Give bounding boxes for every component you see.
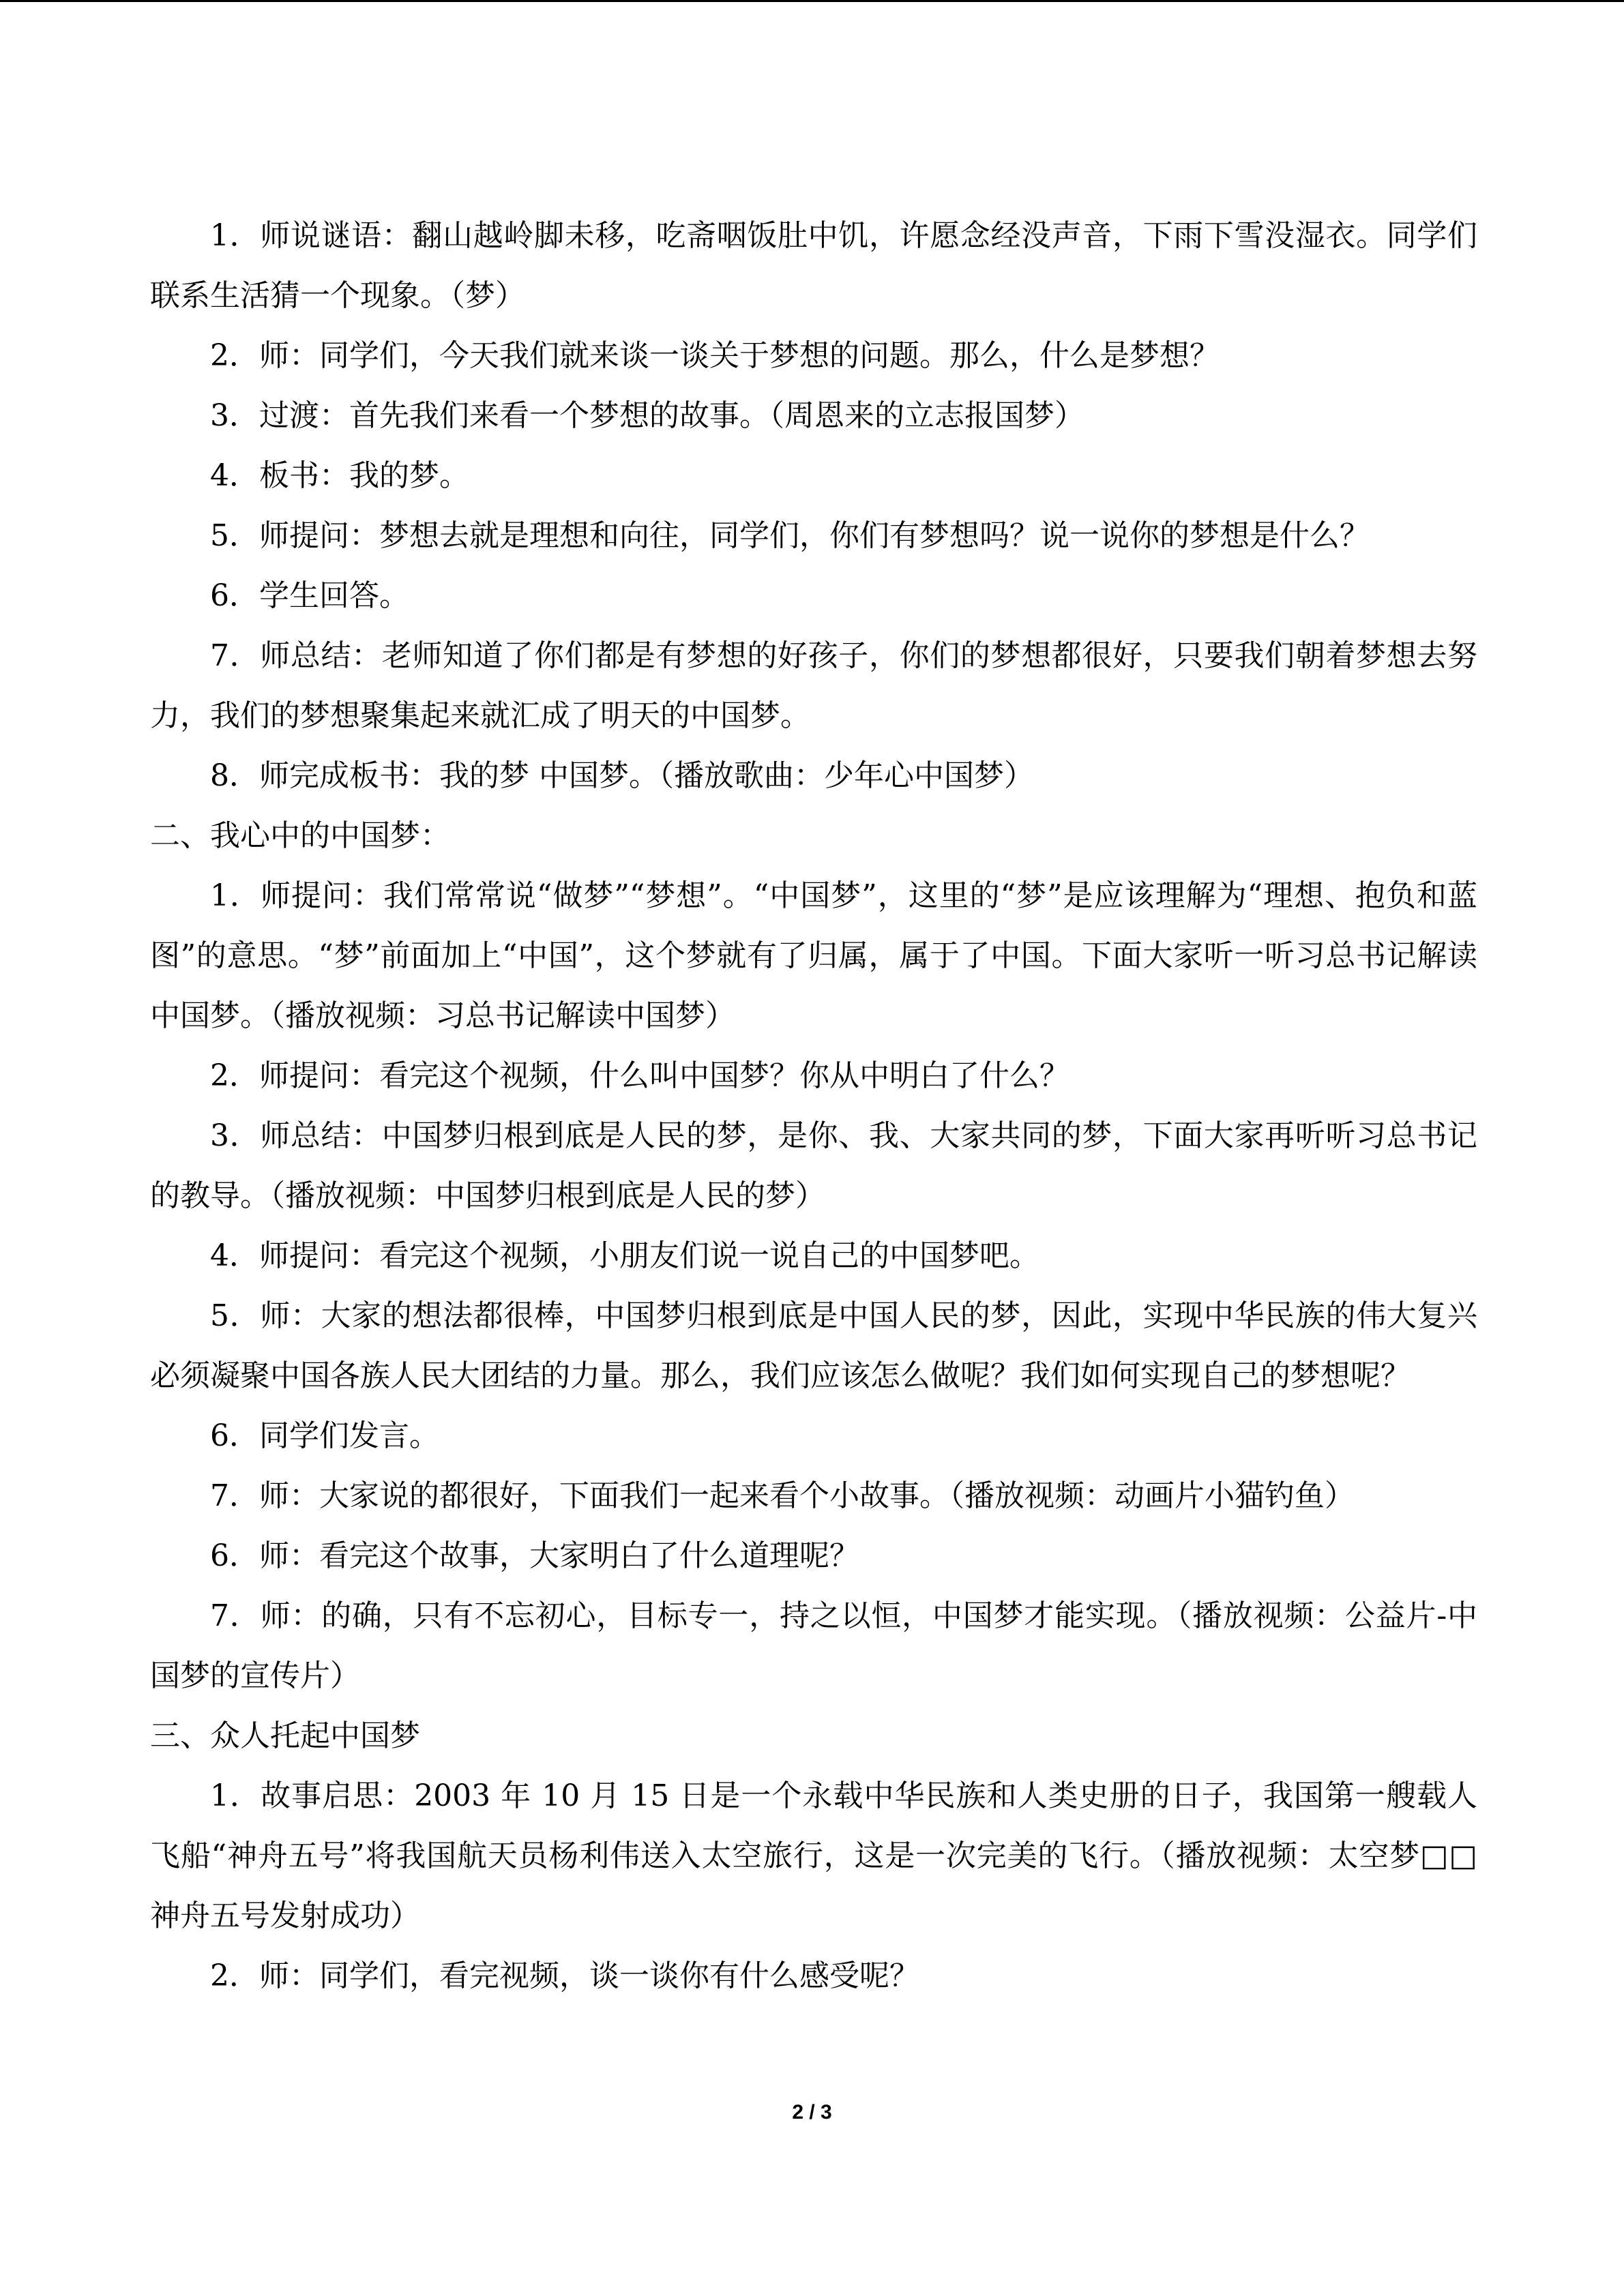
list-item: 6．学生回答。 bbox=[210, 578, 409, 613]
list-item: 4．师提问：看完这个视频，小朋友们说一说自己的中国梦吧。 bbox=[210, 1238, 1039, 1273]
section-heading: 二、我心中的中国梦： bbox=[150, 818, 450, 853]
list-item: 2．师：同学们，今天我们就来谈一谈关于梦想的问题。那么，什么是梦想？ bbox=[210, 338, 1220, 373]
page-number: 2 / 3 bbox=[792, 2101, 832, 2123]
list-item: 5．师：大家的想法都很棒，中国梦归根到底是中国人民的梦，因此，实现中华民族的伟大复兴必须凝聚中国各族人民大团结的力量。那么，我们应该怎么做呢？我们如何实现自己的梦想呢？ bbox=[150, 1298, 1477, 1393]
list-item: 4．板书：我的梦。 bbox=[210, 458, 469, 493]
top-border-line bbox=[0, 0, 1624, 2]
list-item: 1．故事启思：2003 年 10 月 15 日是一个永载中华民族和人类史册的日子，我国第一艘载人飞船“神舟五号”将我国航天员杨利伟送入太空旅行，这是一次完美的飞行。（播放视频：太空梦□□神舟五号发射成功） bbox=[150, 1778, 1477, 1933]
list-item: 2．师：同学们，看完视频，谈一谈你有什么感受呢？ bbox=[210, 1958, 919, 1993]
list-item: 7．师总结：老师知道了你们都是有梦想的好孩子，你们的梦想都很好，只要我们朝着梦想去努力，我们的梦想聚集起来就汇成了明天的中国梦。 bbox=[150, 638, 1477, 733]
list-item: 7．师：大家说的都很好，下面我们一起来看个小故事。（播放视频：动画片小猫钓鱼） bbox=[210, 1478, 1355, 1513]
list-item: 5．师提问：梦想去就是理想和向往，同学们，你们有梦想吗？说一说你的梦想是什么？ bbox=[210, 518, 1370, 553]
list-item: 6．师：看完这个故事，大家明白了什么道理呢？ bbox=[210, 1538, 859, 1573]
list-item: 3．师总结：中国梦归根到底是人民的梦，是你、我、大家共同的梦，下面大家再听听习总书记的教导。（播放视频：中国梦归根到底是人民的梦） bbox=[150, 1118, 1477, 1213]
list-item: 8．师完成板书：我的梦 中国梦。（播放歌曲：少年心中国梦） bbox=[210, 758, 1034, 793]
list-item: 6．同学们发言。 bbox=[210, 1418, 439, 1453]
list-item: 2．师提问：看完这个视频，什么叫中国梦？你从中明白了什么？ bbox=[210, 1058, 1069, 1093]
section-heading: 三、众人托起中国梦 bbox=[150, 1718, 420, 1753]
document-body bbox=[150, 206, 1477, 2006]
list-item: 1．师提问：我们常常说“做梦”“梦想”。“中国梦”，这里的“梦”是应该理解为“理想、抱负和蓝图”的意思。“梦”前面加上“中国”，这个梦就有了归属，属于了中国。下面大家听一听习总书记解读中国梦。（播放视频：习总书记解读中国梦） bbox=[150, 878, 1477, 1033]
list-item: 3．过渡：首先我们来看一个梦想的故事。（周恩来的立志报国梦） bbox=[210, 398, 1084, 433]
list-item: 7．师：的确，只有不忘初心，目标专一，持之以恒，中国梦才能实现。（播放视频：公益片-中国梦的宣传片） bbox=[150, 1598, 1477, 1693]
list-item: 1．师说谜语：翻山越岭脚未移，吃斋咽饭肚中饥，许愿念经没声音，下雨下雪没湿衣。同学们联系生活猜一个现象。（梦） bbox=[150, 218, 1477, 313]
